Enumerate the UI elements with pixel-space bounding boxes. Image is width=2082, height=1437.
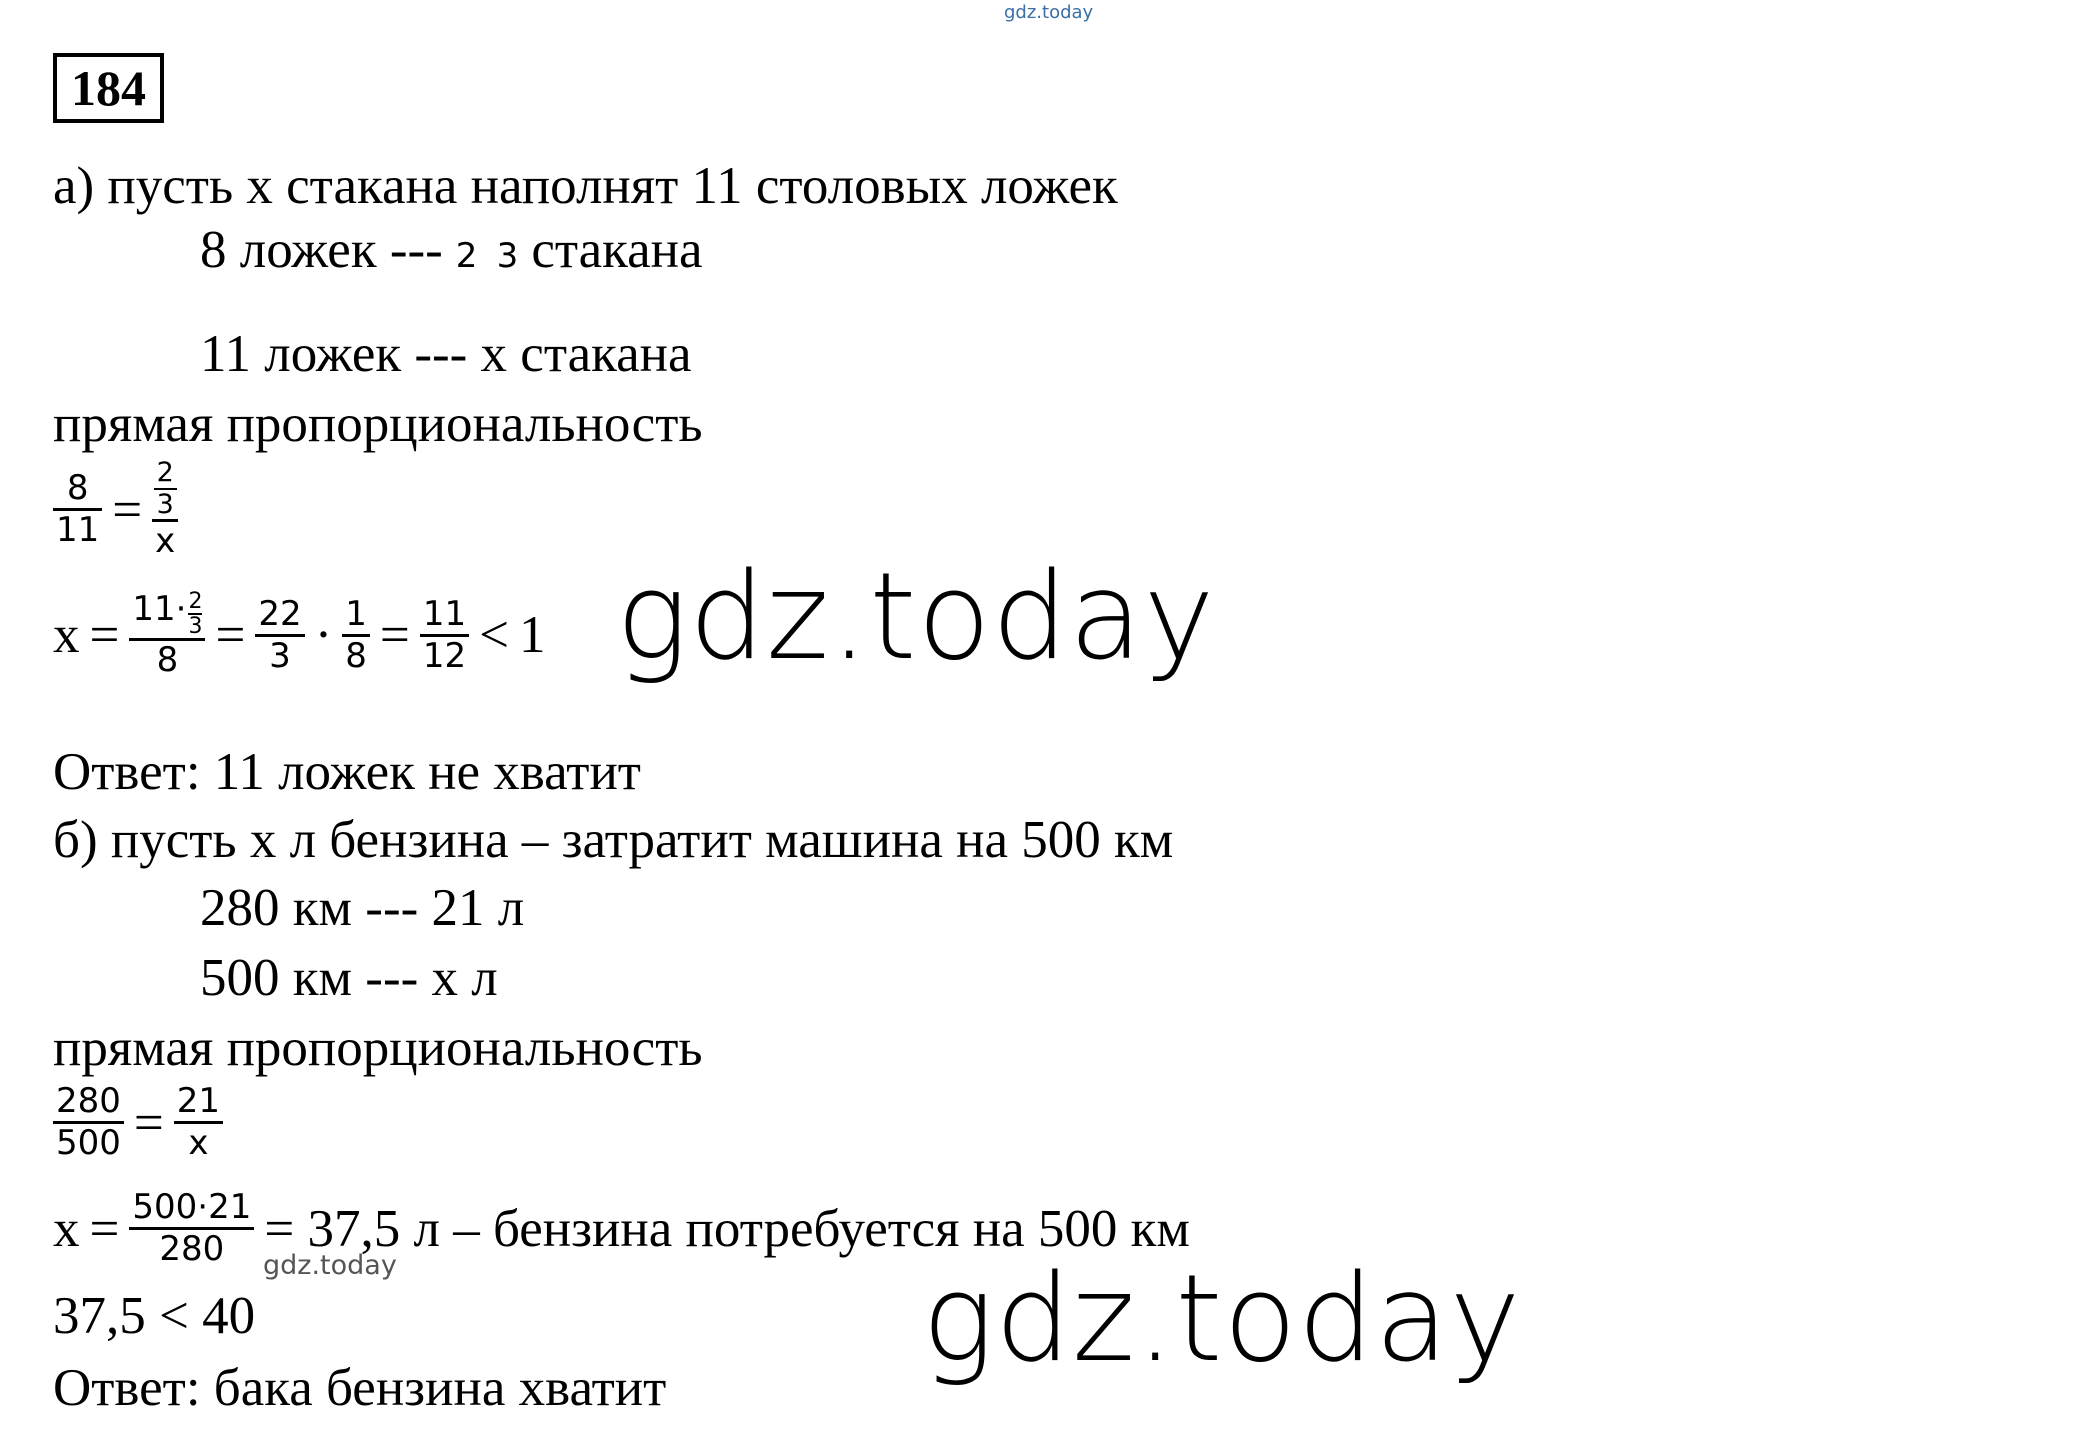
- part-b-line2: 500 км --- х л: [200, 949, 498, 1007]
- part-a-line2: 11 ложек --- х стакана: [200, 325, 692, 383]
- fraction-denominator: 3: [496, 236, 519, 276]
- part-a-line1: [200, 220, 703, 280]
- fraction-11-two-thirds-over-8: [129, 590, 205, 680]
- fraction-numerator: 500·21: [132, 1187, 252, 1227]
- fraction-numerator: 1: [345, 593, 367, 634]
- equals-sign: =: [89, 1199, 120, 1258]
- problem-number: 184: [53, 53, 164, 123]
- numerator-small-fraction: [188, 590, 202, 638]
- fraction-280-500: [53, 1082, 124, 1163]
- fraction-numerator: 2: [156, 457, 174, 488]
- fraction-denominator: 11: [56, 510, 100, 551]
- part-b-relation: прямая пропорциональность: [53, 1019, 703, 1077]
- variable-x: x: [53, 1199, 80, 1258]
- fraction-numerator: 22: [258, 593, 302, 634]
- equals-sign: =: [379, 606, 410, 665]
- fraction-numerator: 2: [455, 236, 478, 276]
- fraction-denominator: 8: [156, 640, 179, 681]
- watermark-big-1: gdz.today: [616, 548, 1216, 687]
- part-b-proportion: [53, 1082, 223, 1163]
- less-than-sign: <: [479, 606, 509, 665]
- variable-x: x: [53, 606, 80, 665]
- fraction-denominator: 500: [56, 1123, 121, 1164]
- part-a-line1-right: стакана: [531, 221, 703, 279]
- fraction-numerator: 21: [176, 1081, 221, 1121]
- part-b-compare: 37,5 < 40: [53, 1287, 256, 1345]
- part-a-line1-left: 8 ложек ---: [200, 221, 443, 279]
- fraction-8-11: [53, 469, 102, 550]
- fraction-two-thirds-small: [154, 458, 177, 519]
- watermark-top: gdz.today: [1004, 2, 1094, 23]
- small-numerator: 2: [188, 589, 203, 614]
- part-b-result: = 37,5 л – бензина потребуется на 500 км: [264, 1199, 1190, 1258]
- part-b-line1: 280 км --- 21 л: [200, 879, 525, 937]
- fraction-500x21-over-280: [129, 1188, 254, 1269]
- fraction-numerator: [129, 590, 205, 638]
- part-b-answer: Ответ: бака бензина хватит: [53, 1359, 667, 1417]
- fraction-1-8: [342, 595, 370, 676]
- equals-sign: =: [215, 606, 246, 665]
- equals-sign: =: [112, 480, 143, 539]
- fraction-denominator: 3: [269, 635, 291, 676]
- fraction-22-3: [255, 595, 304, 676]
- fraction-denominator: x: [155, 521, 176, 562]
- part-b-intro: б) пусть х л бензина – затратит машина на 500 км: [53, 811, 1174, 869]
- fraction-numerator: 11: [422, 593, 467, 634]
- fraction-complex: [152, 458, 178, 561]
- equals-sign: =: [89, 606, 120, 665]
- fraction-11-12: [420, 595, 469, 676]
- fraction-denominator: 12: [422, 635, 467, 676]
- fraction-two-thirds: [453, 220, 522, 280]
- fraction-denominator: 3: [156, 488, 174, 520]
- equals-sign: =: [133, 1093, 164, 1152]
- fraction-numerator: 8: [66, 468, 89, 509]
- part-a-calculation: [53, 590, 545, 680]
- fraction-21-x: [174, 1082, 223, 1163]
- watermark-big-2: gdz.today: [922, 1250, 1522, 1389]
- fraction-denominator: 8: [345, 635, 367, 676]
- fraction-denominator: x: [188, 1123, 209, 1164]
- small-denominator: 3: [188, 614, 203, 640]
- part-a-intro: а) пусть х стакана наполнят 11 столовых ложек: [53, 157, 1118, 215]
- part-a-relation: прямая пропорциональность: [53, 395, 703, 453]
- part-a-answer: Ответ: 11 ложек не хватит: [53, 743, 641, 801]
- fraction-denominator: 280: [159, 1229, 225, 1270]
- watermark-small: gdz.today: [263, 1250, 397, 1281]
- fraction-numerator: 280: [56, 1081, 121, 1121]
- multiply-dot: ·: [314, 606, 333, 665]
- numerator-integer: 11·: [132, 589, 187, 629]
- number-one: 1: [518, 606, 546, 665]
- part-a-proportion: [53, 458, 178, 561]
